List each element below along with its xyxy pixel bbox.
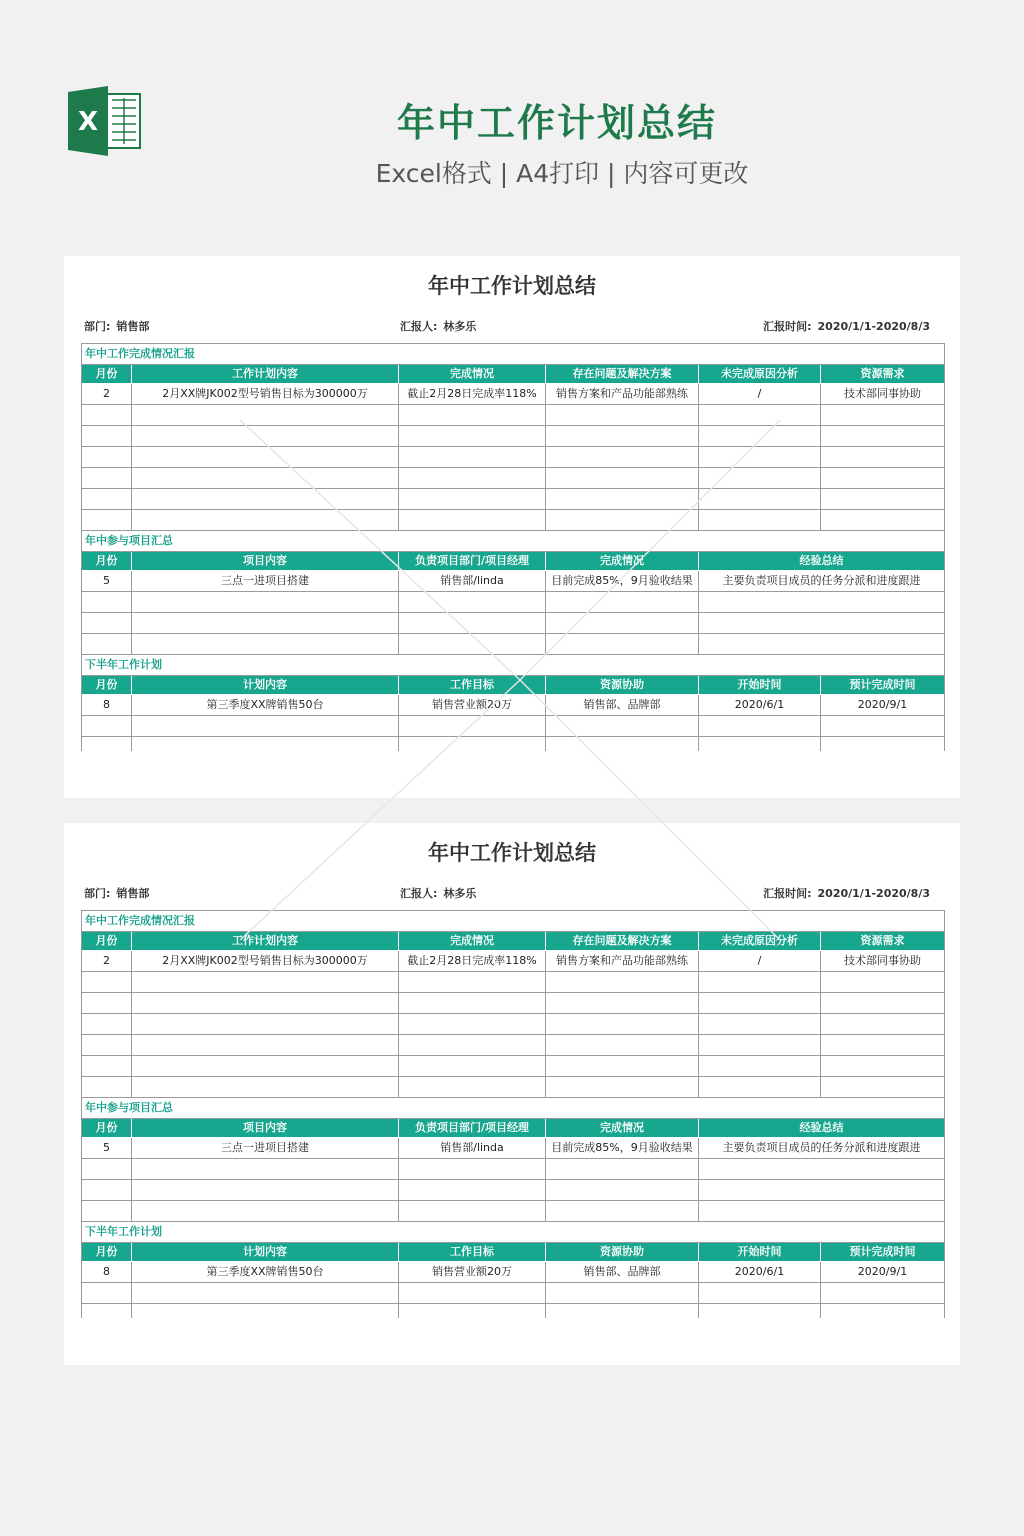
- table-cell: 三点一进项目搭建: [132, 1138, 399, 1158]
- summary-table: [81, 910, 945, 1318]
- header-cell: 经验总结: [799, 1121, 844, 1134]
- svg-text:X: X: [77, 107, 99, 137]
- header-cell: 预计完成时间: [849, 1245, 916, 1258]
- table-header-row: [82, 552, 944, 571]
- header-cell: 项目内容: [132, 552, 399, 570]
- header-cell: 完成情况: [546, 1119, 699, 1137]
- section-label-completion: 年中工作完成情况汇报: [82, 344, 944, 365]
- table-row-empty: [82, 1304, 944, 1318]
- table-header-row: [82, 932, 944, 951]
- table-row-empty: [82, 1056, 944, 1077]
- table-row-empty: [82, 1201, 944, 1222]
- table-row-empty: [82, 1035, 944, 1056]
- table-row-empty: [82, 592, 944, 613]
- header-cell: 月份: [82, 365, 132, 383]
- table-row-empty: [82, 405, 944, 426]
- table-header-row: [82, 1119, 944, 1138]
- table-header-row: [82, 676, 944, 695]
- sheet-title: 年中工作计划总结: [428, 274, 596, 298]
- section-label-plan: 下半年工作计划: [82, 1222, 944, 1243]
- header-cell: 完成情况: [399, 365, 546, 383]
- table-cell: 2: [82, 384, 132, 404]
- reporter-info: 汇报人: 林多乐: [400, 320, 477, 333]
- sheet-preview-2: [64, 823, 960, 1365]
- table-cell: 5: [82, 1138, 132, 1158]
- table-row-empty: [82, 737, 944, 751]
- page-header: [0, 0, 1024, 230]
- header-cell: 计划内容: [132, 676, 399, 694]
- table-row: [82, 951, 944, 972]
- table-row: [82, 1262, 944, 1283]
- table-cell: 三点一进项目搭建: [132, 571, 399, 591]
- table-cell: 2020/9/1: [857, 1265, 908, 1278]
- table-cell: 销售方案和产品功能部熟练: [546, 384, 699, 404]
- table-row-empty: [82, 972, 944, 993]
- table-cell: 截止2月28日完成率118%: [399, 951, 546, 971]
- table-cell: 5: [82, 571, 132, 591]
- header-cell: 未完成原因分析: [699, 365, 821, 383]
- table-row-empty: [82, 468, 944, 489]
- table-row-empty: [82, 1283, 944, 1304]
- page-title: 年中工作计划总结: [396, 101, 717, 145]
- header-cell: 资源需求: [860, 367, 905, 380]
- table-row-empty: [82, 447, 944, 468]
- report-time-info: 汇报时间: 2020/1/1-2020/8/3: [763, 887, 930, 900]
- table-cell: /: [699, 951, 821, 971]
- table-cell: 截止2月28日完成率118%: [399, 384, 546, 404]
- table-row-empty: [82, 1077, 944, 1098]
- dept-info: 部门: 销售部: [84, 320, 150, 333]
- table-header-row: [82, 365, 944, 384]
- table-row-empty: [82, 613, 944, 634]
- table-cell: 2月XX牌JK002型号销售目标为300000万: [132, 951, 399, 971]
- table-cell: 技术部同事协助: [844, 387, 921, 400]
- table-cell: 主要负责项目成员的任务分派和进度跟进: [722, 1141, 921, 1154]
- table-row-empty: [82, 716, 944, 737]
- summary-table: [81, 343, 945, 751]
- table-row-empty: [82, 426, 944, 447]
- header-cell: 月份: [82, 1119, 132, 1137]
- sheet-preview-1: [64, 256, 960, 798]
- section-label-plan: 下半年工作计划: [82, 655, 944, 676]
- table-cell: 8: [82, 695, 132, 715]
- table-cell: 销售部/linda: [399, 571, 546, 591]
- table-cell: 销售部/linda: [399, 1138, 546, 1158]
- table-cell: 第三季度XX牌销售50台: [132, 1262, 399, 1282]
- header-cell: 存在问题及解决方案: [546, 365, 699, 383]
- section-label-projects: 年中参与项目汇总: [82, 531, 944, 552]
- header-cell: 开始时间: [699, 1243, 821, 1261]
- table-row-empty: [82, 489, 944, 510]
- header-cell: 未完成原因分析: [699, 932, 821, 950]
- header-cell: 工作目标: [399, 1243, 546, 1261]
- table-row: [82, 571, 944, 592]
- header-cell: 存在问题及解决方案: [546, 932, 699, 950]
- header-cell: 完成情况: [546, 552, 699, 570]
- header-cell: 工作目标: [399, 676, 546, 694]
- table-row-empty: [82, 1014, 944, 1035]
- header-cell: 月份: [82, 676, 132, 694]
- table-row: [82, 384, 944, 405]
- header-cell: 资源需求: [860, 934, 905, 947]
- header-cell: 月份: [82, 552, 132, 570]
- table-cell: 技术部同事协助: [844, 954, 921, 967]
- table-cell: 目前完成85%，9月验收结果: [546, 1138, 699, 1158]
- page-subtitle: Excel格式 | A4打印 | 内容可更改: [375, 159, 749, 188]
- table-cell: 2020/6/1: [699, 1262, 821, 1282]
- header-cell: 负责项目部门/项目经理: [399, 1119, 546, 1137]
- header-cell: 月份: [82, 932, 132, 950]
- table-cell: 第三季度XX牌销售50台: [132, 695, 399, 715]
- table-row: [82, 695, 944, 716]
- table-cell: 主要负责项目成员的任务分派和进度跟进: [722, 574, 921, 587]
- table-cell: 2: [82, 951, 132, 971]
- header-cell: 项目内容: [132, 1119, 399, 1137]
- header-cell: 工作计划内容: [132, 932, 399, 950]
- table-cell: 8: [82, 1262, 132, 1282]
- table-cell: /: [699, 384, 821, 404]
- table-row-empty: [82, 993, 944, 1014]
- reporter-info: 汇报人: 林多乐: [400, 887, 477, 900]
- header-cell: 月份: [82, 1243, 132, 1261]
- table-cell: 销售方案和产品功能部熟练: [546, 951, 699, 971]
- table-row: [82, 1138, 944, 1159]
- report-time-info: 汇报时间: 2020/1/1-2020/8/3: [763, 320, 930, 333]
- section-label-projects: 年中参与项目汇总: [82, 1098, 944, 1119]
- table-header-row: [82, 1243, 944, 1262]
- table-row-empty: [82, 1180, 944, 1201]
- header-cell: 负责项目部门/项目经理: [399, 552, 546, 570]
- table-cell: 销售部、品牌部: [546, 695, 699, 715]
- table-row-empty: [82, 1159, 944, 1180]
- table-row-empty: [82, 634, 944, 655]
- header-cell: 预计完成时间: [849, 678, 916, 691]
- table-row-empty: [82, 510, 944, 531]
- header-cell: 资源协助: [546, 1243, 699, 1261]
- header-cell: 开始时间: [699, 676, 821, 694]
- section-label-completion: 年中工作完成情况汇报: [82, 911, 944, 932]
- sheet-title: 年中工作计划总结: [428, 841, 596, 865]
- table-cell: 销售部、品牌部: [546, 1262, 699, 1282]
- table-cell: 2020/6/1: [699, 695, 821, 715]
- table-cell: 2020/9/1: [857, 698, 908, 711]
- dept-info: 部门: 销售部: [84, 887, 150, 900]
- table-cell: 目前完成85%，9月验收结果: [546, 571, 699, 591]
- header-cell: 资源协助: [546, 676, 699, 694]
- header-cell: 完成情况: [399, 932, 546, 950]
- header-cell: 计划内容: [132, 1243, 399, 1261]
- header-cell: 经验总结: [799, 554, 844, 567]
- header-cell: 工作计划内容: [132, 365, 399, 383]
- table-cell: 销售营业额20万: [399, 695, 546, 715]
- table-cell: 2月XX牌JK002型号销售目标为300000万: [132, 384, 399, 404]
- table-cell: 销售营业额20万: [399, 1262, 546, 1282]
